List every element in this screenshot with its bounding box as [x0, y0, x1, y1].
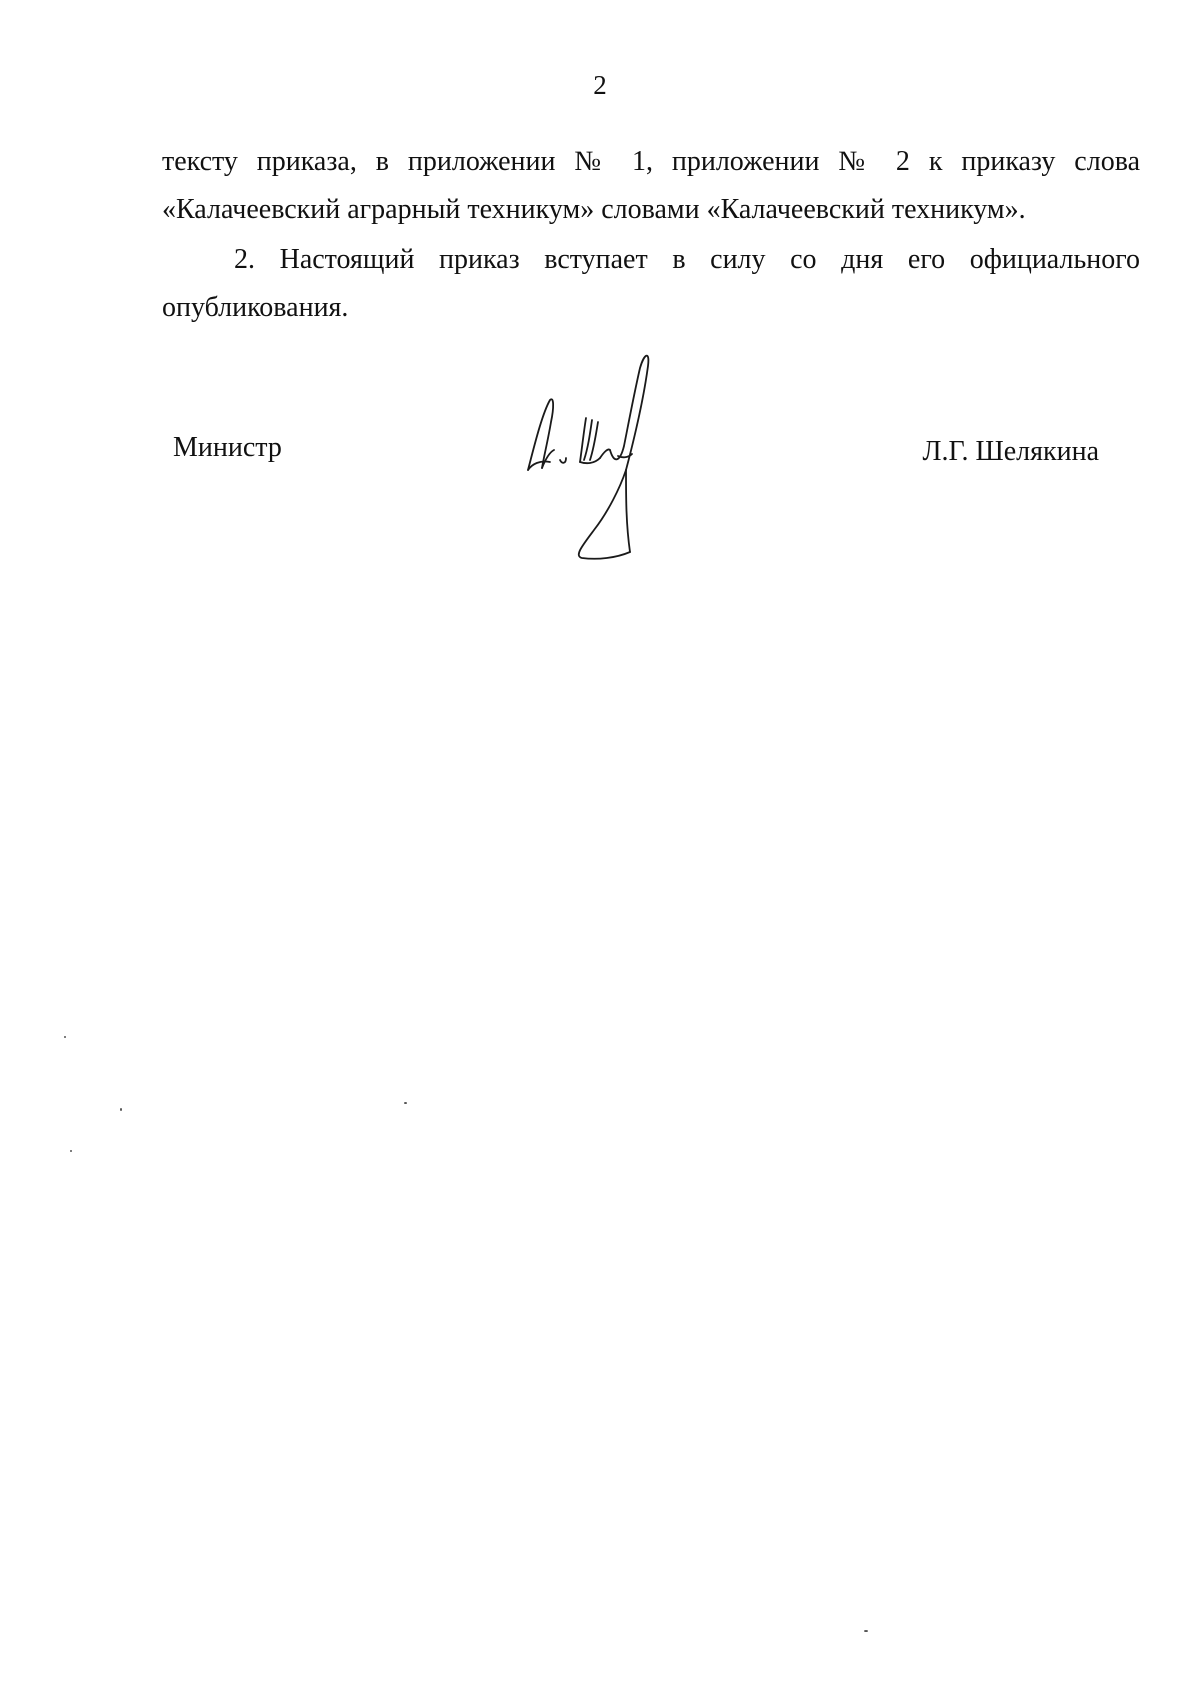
page-number: 2: [593, 70, 607, 100]
handwritten-signature: [520, 352, 680, 566]
signatory-name: Л.Г. Шелякина: [922, 436, 1099, 467]
paragraph-2-line-2: опубликования.: [162, 292, 349, 323]
paragraph-1-line-2: «Калачеевский аграрный техникум» словами «Калачеевский техникум».: [162, 194, 1026, 225]
scan-speck: [120, 1108, 122, 1111]
signatory-title: Министр: [173, 432, 282, 463]
scan-speck: [864, 1630, 868, 1632]
paragraph-1: [162, 138, 1140, 234]
scan-speck: [70, 1150, 72, 1152]
paragraph-2: [162, 236, 1140, 332]
paragraph-1-line-1: тексту приказа, в приложении № 1, приложении № 2 к приказу слова: [162, 146, 1140, 177]
scan-speck: [404, 1102, 407, 1104]
paragraph-2-line-1: 2. Настоящий приказ вступает в силу со дня его официального: [234, 244, 1140, 275]
scan-speck: [64, 1036, 66, 1038]
